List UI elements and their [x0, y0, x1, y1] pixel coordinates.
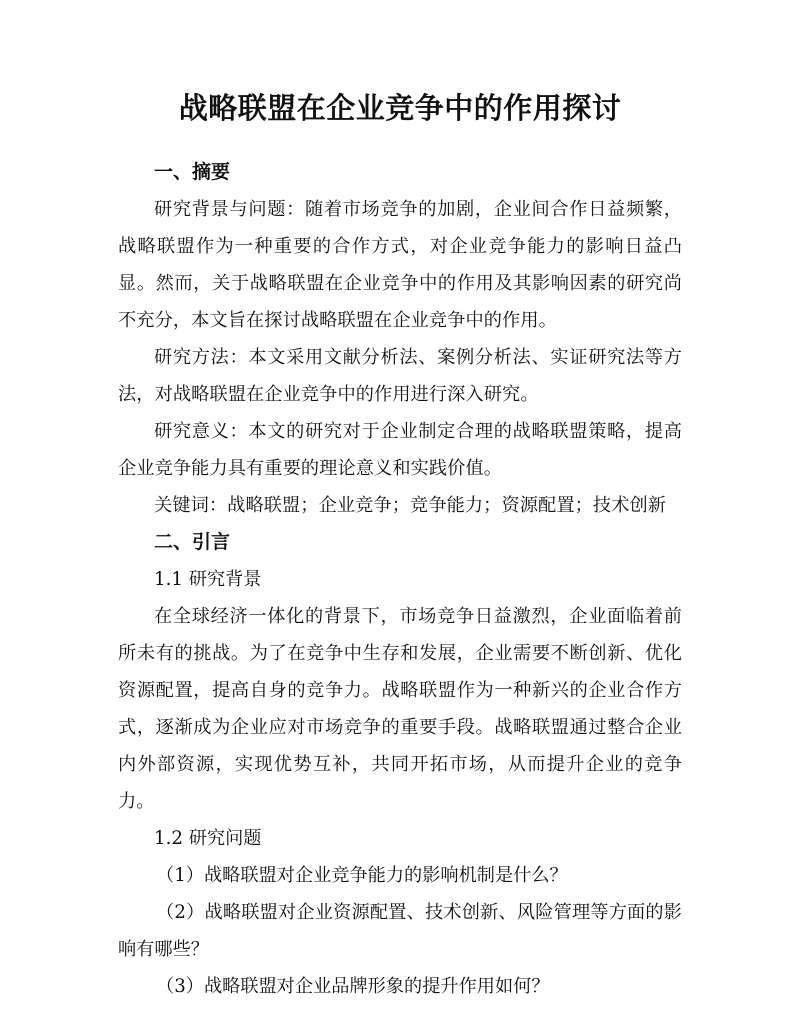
keywords-line: 关键词：战略联盟；企业竞争；竞争能力；资源配置；技术创新 [154, 495, 667, 516]
abstract-significance-paragraph: 研究意义：本文的研究对于企业制定合理的战略联盟策略，提高企业竞争能力具有重要的理论意义和实践价值。 [118, 421, 682, 479]
subsection-heading-background: 1.1 研究背景 [154, 569, 262, 590]
research-question-2: （2）战略联盟对企业资源配置、技术创新、风险管理等方面的影响有哪些？ [118, 902, 682, 960]
research-question-3: （3）战略联盟对企业品牌形象的提升作用如何？ [156, 976, 550, 997]
research-question-1: （1）战略联盟对企业竞争能力的影响机制是什么？ [156, 865, 568, 886]
background-paragraph: 在全球经济一体化的背景下，市场竞争日益激烈，企业面临着前所未有的挑战。为了在竞争中生存和发展，企业需要不断创新、优化资源配置，提高自身的竞争力。战略联盟作为一种新兴的企业合作方式，逐渐成为企业应对市场竞争的重要手段。战略联盟通过整合企业内外部资源，实现优势互补，共同开拓市场，从而提升企业的竞争力。 [118, 606, 682, 812]
subsection-heading-questions: 1.2 研究问题 [154, 828, 262, 849]
section-heading-abstract: 一、摘要 [154, 161, 231, 183]
document-title: 战略联盟在企业竞争中的作用探讨 [178, 91, 622, 125]
section-heading-introduction: 二、引言 [154, 531, 231, 553]
abstract-methods-paragraph: 研究方法：本文采用文献分析法、案例分析法、实证研究法等方法，对战略联盟在企业竞争中的作用进行深入研究。 [118, 347, 682, 405]
abstract-background-paragraph: 研究背景与问题：随着市场竞争的加剧，企业间合作日益频繁，战略联盟作为一种重要的合作方式，对企业竞争能力的影响日益凸显。然而，关于战略联盟在企业竞争中的作用及其影响因素的研究尚不充分，本文旨在探讨战略联盟在企业竞争中的作用。 [118, 199, 682, 331]
